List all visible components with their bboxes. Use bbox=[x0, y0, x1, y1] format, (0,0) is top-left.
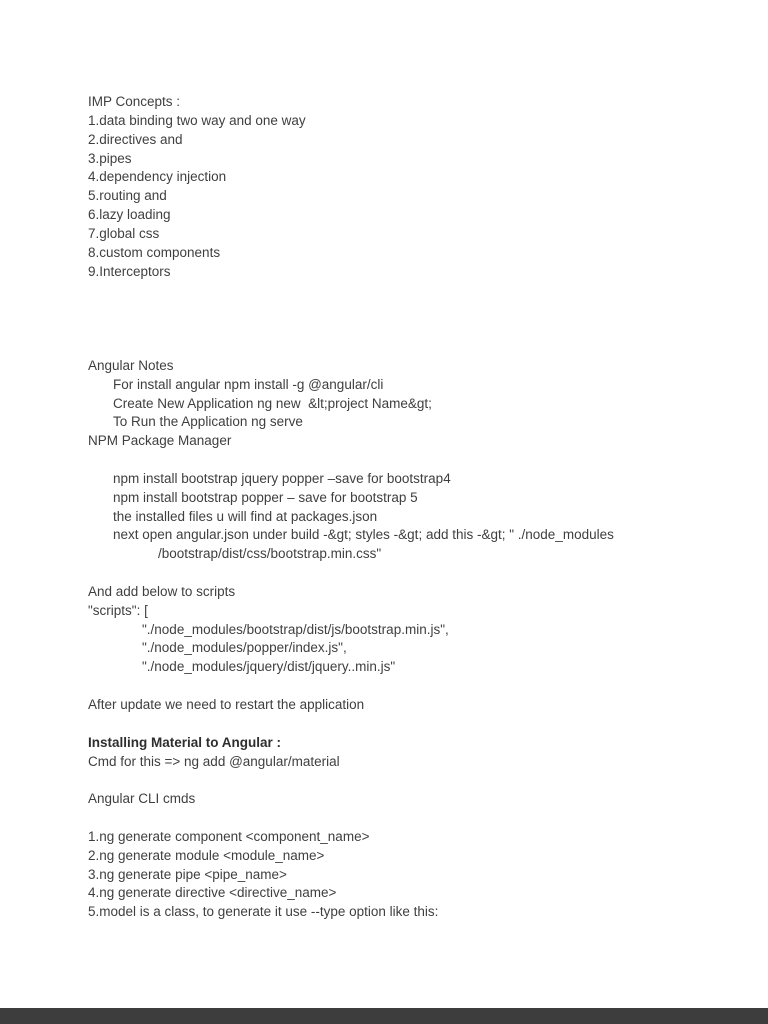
blank-line bbox=[88, 319, 728, 338]
document-line: For install angular npm install -g @angular/cli bbox=[113, 376, 384, 392]
document-line: Angular CLI cmds bbox=[88, 791, 196, 807]
document-line: 1.data binding two way and one way bbox=[88, 112, 306, 128]
document-line: 7.global css bbox=[88, 225, 160, 241]
document-line: "./node_modules/bootstrap/dist/js/bootstrap.min.js", bbox=[142, 621, 449, 637]
document-line: "./node_modules/popper/index.js", bbox=[142, 640, 347, 656]
document-line: IMP Concepts : bbox=[88, 94, 181, 109]
document-line: 2.directives and bbox=[88, 131, 183, 147]
blank-line bbox=[88, 809, 728, 828]
blank-line bbox=[88, 677, 728, 696]
document-line: After update we need to restart the application bbox=[88, 697, 365, 712]
document-line: 6.lazy loading bbox=[88, 207, 171, 223]
document-line: 1.ng generate component <component_name> bbox=[88, 828, 370, 844]
document-line: /bootstrap/dist/css/bootstrap.min.css" bbox=[158, 546, 382, 562]
document-line: 9.Interceptors bbox=[88, 263, 171, 279]
document-line: 8.custom components bbox=[88, 244, 221, 260]
blank-line bbox=[88, 451, 728, 470]
document-line: 5.model is a class, to generate it use --type option like this: bbox=[88, 904, 439, 920]
document-line: "./node_modules/jquery/dist/jquery..min.js" bbox=[142, 659, 396, 675]
blank-line bbox=[88, 300, 728, 319]
document-line: npm install bootstrap popper – save for bootstrap 5 bbox=[113, 489, 418, 505]
blank-line bbox=[88, 771, 728, 790]
document-line: Angular Notes bbox=[88, 357, 174, 373]
document-line: 3.ng generate pipe <pipe_name> bbox=[88, 866, 287, 882]
document-content bbox=[88, 93, 728, 922]
document-line: 3.pipes bbox=[88, 150, 132, 166]
document-line: the installed files u will find at packages.json bbox=[113, 508, 378, 524]
document-line: 5.routing and bbox=[88, 188, 167, 204]
viewer-bottom-bar bbox=[0, 1008, 768, 1024]
document-line: next open angular.json under build -&gt; styles -&gt; add this -&gt; " ./node_modules bbox=[113, 527, 614, 543]
blank-line bbox=[88, 281, 728, 300]
blank-line bbox=[88, 338, 728, 357]
document-line: 2.ng generate module <module_name> bbox=[88, 847, 325, 863]
blank-line bbox=[88, 564, 728, 583]
document-line: Cmd for this => ng add @angular/material bbox=[88, 753, 340, 769]
document-line: 4.ng generate directive <directive_name> bbox=[88, 885, 337, 901]
document-line: npm install bootstrap jquery popper –save for bootstrap4 bbox=[113, 470, 451, 486]
document-line: And add below to scripts bbox=[88, 583, 236, 599]
blank-line bbox=[88, 715, 728, 734]
document-line: "scripts": [ bbox=[88, 602, 148, 618]
document-line: 4.dependency injection bbox=[88, 169, 227, 185]
document-line: To Run the Application ng serve bbox=[113, 414, 303, 430]
document-line: Installing Material to Angular : bbox=[88, 734, 282, 750]
document-line: Create New Application ng new &lt;project Name&gt; bbox=[113, 395, 432, 411]
document-line: NPM Package Manager bbox=[88, 433, 232, 449]
